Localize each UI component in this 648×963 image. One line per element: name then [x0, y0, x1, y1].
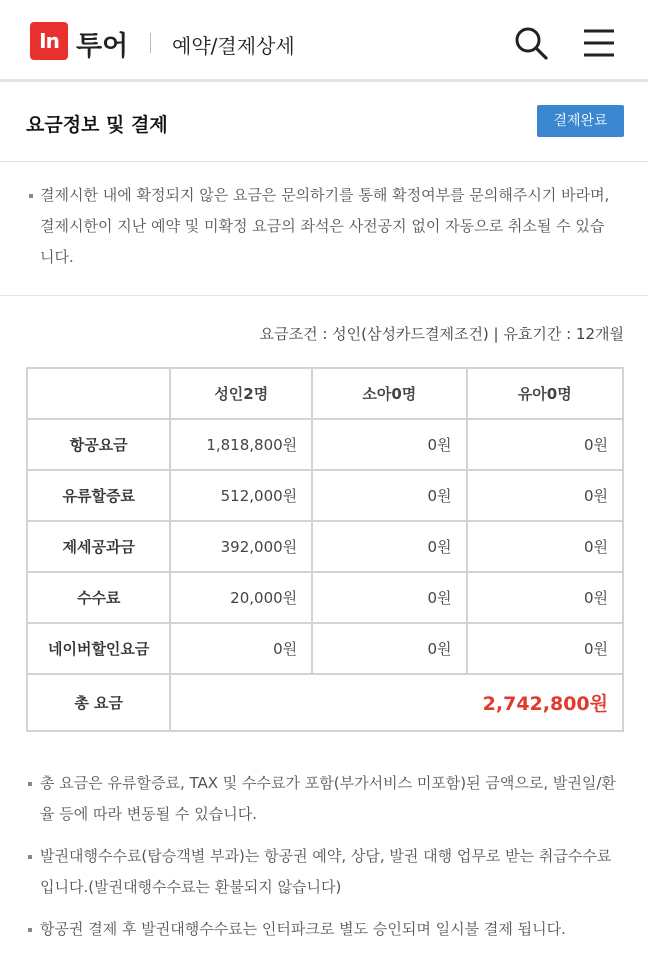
- row-label: 항공요금: [27, 419, 170, 470]
- fare-condition: 요금조건 : 성인(삼성카드결제조건) | 유효기간 : 12개월: [259, 325, 624, 343]
- note-item: [40, 914, 630, 945]
- table-row: [27, 470, 623, 521]
- table-cell: 512,000원: [170, 470, 312, 521]
- notes-list: [40, 768, 630, 956]
- header-divider: [150, 33, 151, 53]
- note-text: 총 요금은 유류할증료, TAX 및 수수료가 포함(부가서비스 미포함)된 금액으로, 발권일/환율 등에 따라 변동될 수 있습니다.: [40, 774, 616, 823]
- table-cell: 0원: [312, 470, 466, 521]
- logo-text[interactable]: 투어: [76, 31, 129, 62]
- table-cell: 0원: [170, 623, 312, 674]
- page-title: 예약/결제상세: [172, 34, 295, 58]
- menu-button[interactable]: [580, 26, 618, 60]
- table-cell: 0원: [467, 419, 623, 470]
- bullet: [28, 928, 32, 932]
- bullet: [28, 855, 32, 859]
- payment-status-button[interactable]: 결제완료: [537, 105, 624, 137]
- column-header-infant: 유아0명: [467, 368, 623, 419]
- row-label: 네이버할인요금: [27, 623, 170, 674]
- table-row: [27, 623, 623, 674]
- note-text: 발권대행수수료(탑승객별 부과)는 항공권 예약, 상담, 발권 대행 업무로 받는 취급수수료 입니다.(발권대행수수료는 환불되지 않습니다): [40, 847, 612, 896]
- table-cell: 0원: [312, 623, 466, 674]
- row-label: 제세공과금: [27, 521, 170, 572]
- table-cell: 0원: [312, 521, 466, 572]
- app-header: [0, 0, 648, 82]
- column-header-adult: 성인2명: [170, 368, 312, 419]
- table-cell: 0원: [467, 470, 623, 521]
- empty-header-cell: [27, 368, 170, 419]
- total-label: 총 요금: [27, 674, 170, 731]
- row-label: 유류할증료: [27, 470, 170, 521]
- bullet: [28, 782, 32, 786]
- column-header-child: 소아0명: [312, 368, 466, 419]
- note-item: [40, 768, 630, 830]
- fare-table: [26, 367, 624, 732]
- table-cell: 392,000원: [170, 521, 312, 572]
- logo-mark[interactable]: In: [30, 22, 68, 60]
- notice-top-text: 결제시한 내에 확정되지 않은 요금은 문의하기를 통해 확정여부를 문의해주시기 바라며, 결제시한이 지난 예약 및 미확정 요금의 좌석은 사전공지 없이 자동으로 취소될 수 있습니다.: [40, 186, 610, 266]
- table-cell: 20,000원: [170, 572, 312, 623]
- section-header: [0, 82, 648, 162]
- table-cell: 0원: [312, 572, 466, 623]
- table-cell: 0원: [467, 623, 623, 674]
- total-row: [27, 674, 623, 731]
- section-title: 요금정보 및 결제: [26, 114, 168, 136]
- note-text: 항공권 결제 후 발권대행수수료는 인터파크로 별도 승인되며 일시불 결제 됩니다.: [40, 920, 566, 938]
- note-item: [40, 841, 630, 903]
- table-cell: 1,818,800원: [170, 419, 312, 470]
- row-label: 수수료: [27, 572, 170, 623]
- total-price: 2,742,800원: [170, 674, 623, 731]
- table-cell: 0원: [467, 572, 623, 623]
- table-header-row: [27, 368, 623, 419]
- bullet: [29, 194, 33, 198]
- table-cell: 0원: [312, 419, 466, 470]
- search-button[interactable]: [512, 24, 550, 62]
- notice-top: [0, 162, 648, 296]
- menu-icon: [580, 26, 618, 60]
- search-icon: [512, 24, 550, 62]
- table-row: [27, 572, 623, 623]
- table-cell: 0원: [467, 521, 623, 572]
- table-row: [27, 521, 623, 572]
- table-row: [27, 419, 623, 470]
